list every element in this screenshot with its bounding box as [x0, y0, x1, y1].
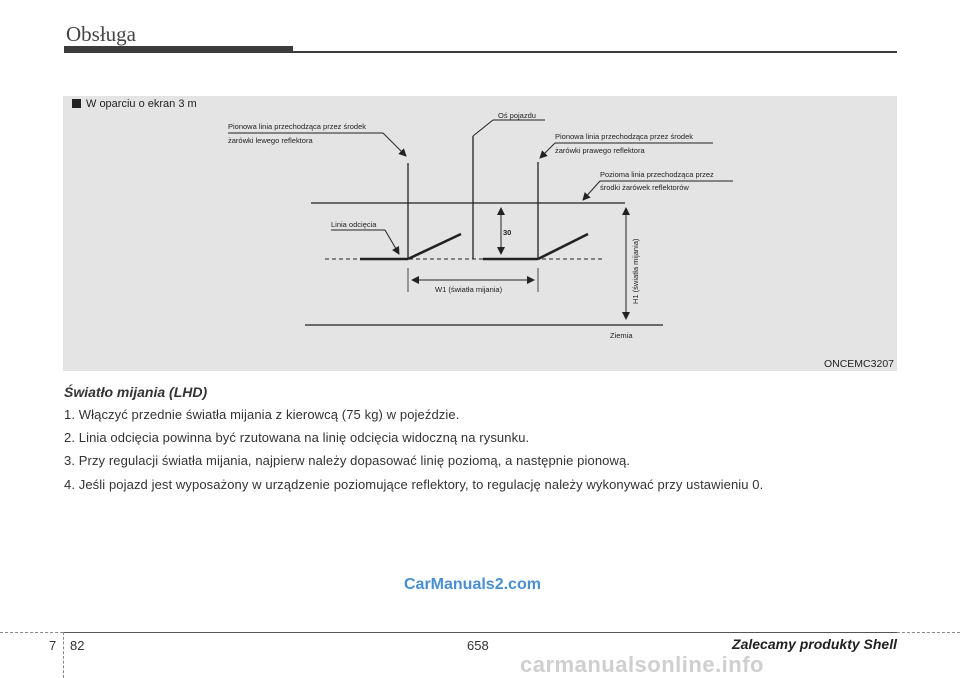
- header-rule: [293, 51, 897, 53]
- left-vertical-leader: [383, 133, 406, 156]
- horizontal-label-line1: Pozioma linia przechodząca przez: [600, 170, 714, 179]
- section-subtitle: Światło mijania (LHD): [64, 384, 208, 400]
- horizontal-leader: [583, 181, 600, 200]
- left-cutoff-slope: [408, 234, 461, 259]
- cutoff-label: Linia odcięcia: [331, 220, 377, 229]
- header-bar: [64, 46, 293, 53]
- w1-label: W1 (światła mijania): [435, 285, 503, 294]
- watermark-link[interactable]: CarManuals2.com: [404, 576, 541, 593]
- h1-label: H1 (światła mijania): [631, 238, 640, 304]
- left-vertical-label-line2: żarówki lewego reflektora: [228, 136, 313, 145]
- offset-value: 30: [503, 228, 512, 237]
- footer-title: Zalecamy produkty Shell: [732, 636, 897, 652]
- right-vertical-label-line2: żarówki prawego reflektora: [555, 146, 645, 155]
- left-vertical-label-line1: Pionowa linia przechodząca przez środek: [228, 122, 366, 131]
- page-counter: 658: [467, 638, 489, 653]
- headlight-aim-diagram: [63, 96, 897, 371]
- footer-rule: [64, 632, 897, 633]
- cutoff-leader: [385, 230, 399, 254]
- right-vertical-leader: [540, 143, 555, 158]
- page-number: 82: [70, 638, 85, 653]
- horizontal-label-line2: środki żarówek reflektorów: [600, 183, 689, 192]
- vehicle-axis-label: Oś pojazdu: [498, 111, 536, 120]
- chapter-number: 7: [49, 638, 57, 653]
- instruction-step: 1. Włączyć przednie światła mijania z kierowcą (75 kg) w pojeździe.: [64, 407, 460, 422]
- figure-code: ONCEMC3207: [823, 358, 894, 370]
- watermark-bottom: carmanualsonline.info: [520, 652, 764, 677]
- right-cutoff-slope: [538, 234, 588, 259]
- section-title: Obsługa: [66, 22, 136, 46]
- vehicle-axis-leader: [473, 120, 493, 136]
- ground-label: Ziemia: [610, 331, 633, 340]
- figure-caption-text: W oparciu o ekran 3 m: [86, 98, 197, 110]
- instruction-step: 3. Przy regulacji światła mijania, najpierw należy dopasować linię poziomą, a następnie pionową.: [64, 453, 631, 468]
- right-vertical-label-line1: Pionowa linia przechodząca przez środek: [555, 132, 693, 141]
- footer-divider: [63, 632, 64, 678]
- instruction-step: 4. Jeśli pojazd jest wyposażony w urządzenie poziomujące reflektory, to regulację należy wykonywać przy ustawieniu 0.: [64, 477, 764, 492]
- instruction-step: 2. Linia odcięcia powinna być rzutowana na linię odcięcia widoczną na rysunku.: [64, 430, 530, 445]
